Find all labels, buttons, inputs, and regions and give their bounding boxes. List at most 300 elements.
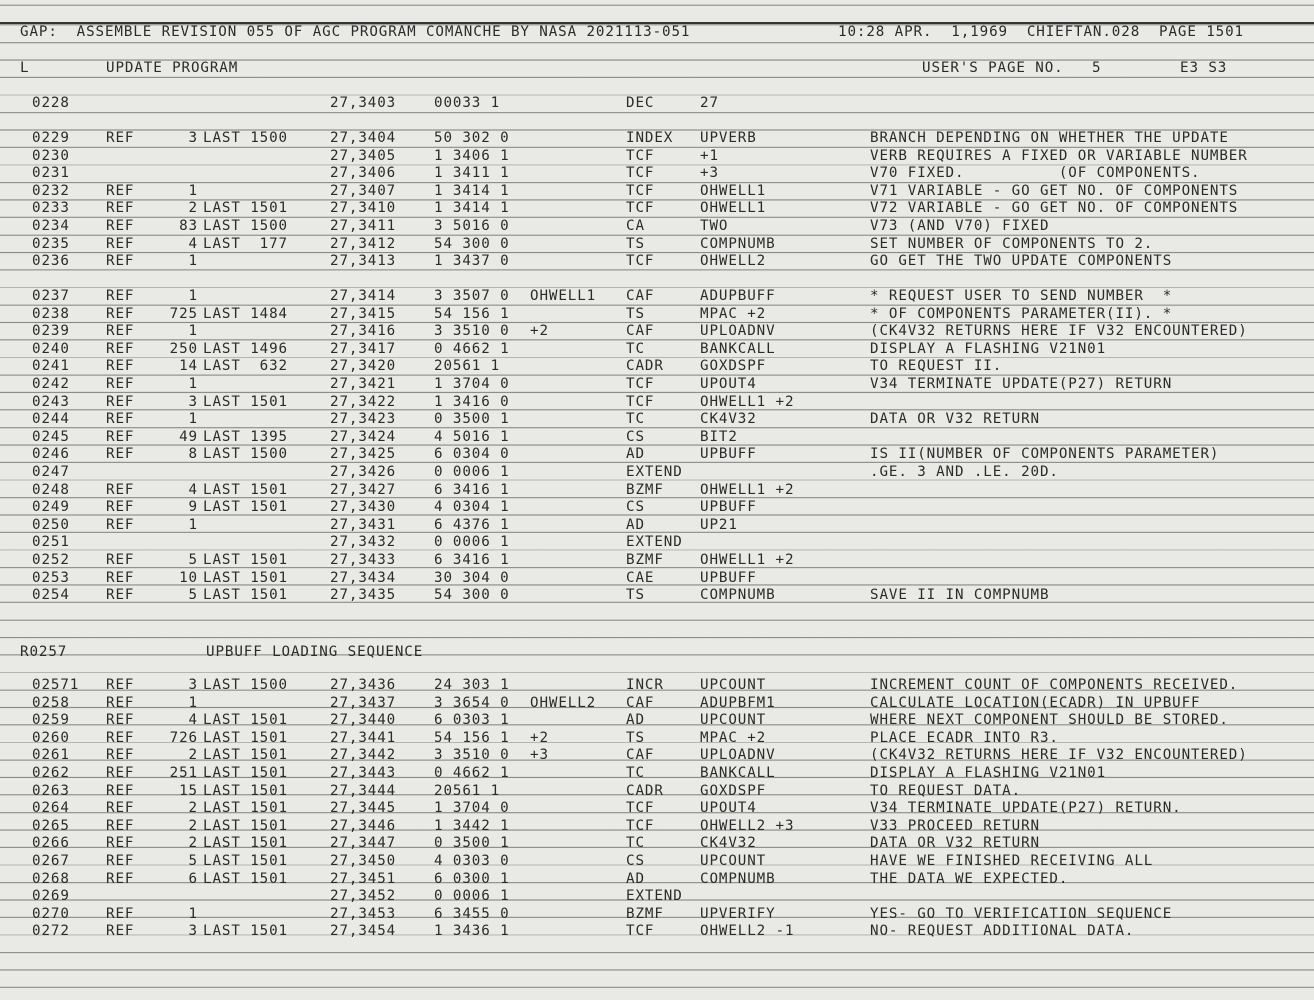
cell-ref-marker: REF	[106, 695, 135, 711]
cell-opcode: TS	[626, 730, 645, 746]
cell-operand: UPOUT4	[700, 800, 757, 816]
cell-address: 27,3446	[330, 818, 397, 834]
cell-octal-code: 6 0300 1	[434, 871, 510, 887]
cell-ref-marker: REF	[106, 552, 135, 568]
cell-last-ref: LAST 1501	[203, 730, 288, 746]
cell-ref-count: 3	[188, 394, 198, 410]
cell-line-number: 0230	[32, 148, 70, 164]
cell-ref-count: 250	[169, 341, 198, 357]
cell-opcode: BZMF	[626, 552, 664, 568]
cell-operand: +3	[700, 165, 719, 181]
cell-line-number: 0258	[32, 695, 70, 711]
cell-line-number: 0261	[32, 747, 70, 763]
cell-operand: OHWELL1	[700, 183, 767, 199]
cell-last-ref: LAST 1501	[203, 835, 288, 851]
cell-octal-code: 1 3414 1	[434, 200, 510, 216]
cell-opcode: CAF	[626, 288, 655, 304]
cell-address: 27,3432	[330, 534, 397, 550]
cell-octal-code: 1 3406 1	[434, 148, 510, 164]
cell-line-number: 0253	[32, 570, 70, 586]
cell-address: 27,3452	[330, 888, 397, 904]
cell-comment: V72 VARIABLE - GO GET NO. OF COMPONENTS	[870, 200, 1239, 216]
cell-operand: UPCOUNT	[700, 677, 767, 693]
cell-address: 27,3412	[330, 236, 397, 252]
cell-opcode: BZMF	[626, 906, 664, 922]
cell-last-ref: LAST 632	[203, 358, 288, 374]
cell-ref-count: 726	[169, 730, 198, 746]
cell-comment: V73 (AND V70) FIXED	[870, 218, 1050, 234]
cell-octal-code: 6 3416 1	[434, 482, 510, 498]
cell-ref-count: 4	[188, 236, 198, 252]
cell-ref-marker: REF	[106, 677, 135, 693]
cell-ref-count: 4	[188, 712, 198, 728]
cell-line-number: 0264	[32, 800, 70, 816]
cell-last-ref: LAST 1501	[203, 394, 288, 410]
cell-address: 27,3403	[330, 95, 397, 111]
cell-octal-code: 1 3416 0	[434, 394, 510, 410]
header-left: GAP: ASSEMBLE REVISION 055 OF AGC PROGRAM COMANCHE BY NASA 2021113-051	[20, 24, 691, 40]
cell-operand: CK4V32	[700, 411, 757, 427]
cell-ref-marker: REF	[106, 358, 135, 374]
cell-comment: WHERE NEXT COMPONENT SHOULD BE STORED.	[870, 712, 1229, 728]
cell-last-ref: LAST 1500	[203, 677, 288, 693]
cell-operand: COMPNUMB	[700, 587, 776, 603]
cell-ref-marker: REF	[106, 517, 135, 533]
cell-octal-code: 30 304 0	[434, 570, 510, 586]
cell-operand: UPLOADNV	[700, 747, 776, 763]
cell-address: 27,3425	[330, 446, 397, 462]
cell-comment: V34 TERMINATE UPDATE(P27) RETURN	[870, 376, 1173, 392]
subheader-mark: L	[20, 60, 30, 76]
cell-ref-count: 9	[188, 499, 198, 515]
cell-operand: COMPNUMB	[700, 871, 776, 887]
cell-last-ref: LAST 1501	[203, 712, 288, 728]
cell-line-number: 0248	[32, 482, 70, 498]
cell-operand: BANKCALL	[700, 341, 776, 357]
cell-operand: UPBUFF	[700, 446, 757, 462]
cell-comment: IS II(NUMBER OF COMPONENTS PARAMETER)	[870, 446, 1220, 462]
cell-operand: OHWELL2 -1	[700, 923, 795, 939]
cell-operand: BIT2	[700, 429, 738, 445]
cell-opcode: AD	[626, 871, 645, 887]
cell-ref-count: 4	[188, 482, 198, 498]
cell-opcode: CAF	[626, 323, 655, 339]
cell-ref-marker: REF	[106, 411, 135, 427]
cell-ref-count: 1	[188, 517, 198, 533]
cell-opcode: TS	[626, 587, 645, 603]
cell-address: 27,3411	[330, 218, 397, 234]
cell-ref-count: 5	[188, 853, 198, 869]
cell-opcode: CADR	[626, 783, 664, 799]
cell-operand: CK4V32	[700, 835, 757, 851]
cell-address: 27,3423	[330, 411, 397, 427]
cell-address: 27,3404	[330, 130, 397, 146]
cell-octal-code: 4 0304 1	[434, 499, 510, 515]
cell-octal-code: 4 5016 1	[434, 429, 510, 445]
cell-address: 27,3430	[330, 499, 397, 515]
cell-octal-code: 0 3500 1	[434, 835, 510, 851]
cell-line-number: 0232	[32, 183, 70, 199]
cell-ref-marker: REF	[106, 818, 135, 834]
cell-ref-marker: REF	[106, 306, 135, 322]
cell-line-number: 0272	[32, 923, 70, 939]
cell-operand: UP21	[700, 517, 738, 533]
cell-ref-marker: REF	[106, 587, 135, 603]
cell-ref-count: 1	[188, 376, 198, 392]
cell-operand: OHWELL1 +2	[700, 482, 795, 498]
cell-comment: HAVE WE FINISHED RECEIVING ALL	[870, 853, 1154, 869]
cell-opcode: CS	[626, 499, 645, 515]
cell-last-ref: LAST 1501	[203, 923, 288, 939]
cell-last-ref: LAST 1501	[203, 587, 288, 603]
cell-octal-code: 3 5016 0	[434, 218, 510, 234]
cell-octal-code: 6 3416 1	[434, 552, 510, 568]
cell-line-number: 0233	[32, 200, 70, 216]
cell-ref-count: 5	[188, 552, 198, 568]
cell-last-ref: LAST 1500	[203, 218, 288, 234]
cell-octal-code: 54 300 0	[434, 236, 510, 252]
cell-ref-count: 2	[188, 200, 198, 216]
cell-octal-code: 0 0006 1	[434, 888, 510, 904]
cell-ref-marker: REF	[106, 570, 135, 586]
cell-opcode: CAF	[626, 747, 655, 763]
cell-address: 27,3451	[330, 871, 397, 887]
cell-ref-marker: REF	[106, 218, 135, 234]
cell-opcode: CS	[626, 429, 645, 445]
cell-ref-count: 83	[179, 218, 198, 234]
cell-ref-count: 49	[179, 429, 198, 445]
cell-last-ref: LAST 1501	[203, 552, 288, 568]
cell-operand: UPBUFF	[700, 570, 757, 586]
cell-ref-count: 1	[188, 695, 198, 711]
cell-line-number: 0238	[32, 306, 70, 322]
section-heading	[20, 644, 424, 661]
cell-operand: UPOUT4	[700, 376, 757, 392]
cell-ref-marker: REF	[106, 288, 135, 304]
cell-comment: TO REQUEST DATA.	[870, 783, 1022, 799]
cell-octal-code: 20561 1	[434, 783, 501, 799]
cell-line-number: 0249	[32, 499, 70, 515]
section-heading-title: UPBUFF LOADING SEQUENCE	[206, 644, 424, 660]
cell-ref-count: 2	[188, 818, 198, 834]
cell-ref-count: 1	[188, 906, 198, 922]
cell-octal-code: 6 3455 0	[434, 906, 510, 922]
cell-line-number: 0260	[32, 730, 70, 746]
cell-octal-code: 24 303 1	[434, 677, 510, 693]
cell-last-ref: LAST 1501	[203, 818, 288, 834]
cell-address: 27,3442	[330, 747, 397, 763]
cell-ref-count: 1	[188, 411, 198, 427]
cell-ref-count: 14	[179, 358, 198, 374]
cell-opcode: TC	[626, 835, 645, 851]
cell-comment: NO- REQUEST ADDITIONAL DATA.	[870, 923, 1135, 939]
cell-address: 27,3447	[330, 835, 397, 851]
cell-ref-marker: REF	[106, 253, 135, 269]
cell-line-number: 0252	[32, 552, 70, 568]
cell-operand: COMPNUMB	[700, 236, 776, 252]
section-heading-line: R0257	[20, 644, 68, 660]
cell-operand: TWO	[700, 218, 729, 234]
cell-opcode: AD	[626, 712, 645, 728]
cell-ref-count: 6	[188, 871, 198, 887]
cell-opcode: DEC	[626, 95, 655, 111]
cell-opcode: INDEX	[626, 130, 674, 146]
cell-line-number: 0265	[32, 818, 70, 834]
cell-last-ref: LAST 1501	[203, 747, 288, 763]
cell-octal-code: 54 156 1	[434, 306, 510, 322]
cell-operand: UPBUFF	[700, 499, 757, 515]
cell-comment: .GE. 3 AND .LE. 20D.	[870, 464, 1059, 480]
cell-operand: 27	[700, 95, 719, 111]
cell-comment: SET NUMBER OF COMPONENTS TO 2.	[870, 236, 1154, 252]
cell-last-ref: LAST 1501	[203, 499, 288, 515]
cell-last-ref: LAST 1501	[203, 570, 288, 586]
cell-ref-count: 2	[188, 800, 198, 816]
cell-address: 27,3454	[330, 923, 397, 939]
cell-ref-marker: REF	[106, 712, 135, 728]
cell-line-number: 0246	[32, 446, 70, 462]
cell-comment: YES- GO TO VERIFICATION SEQUENCE	[870, 906, 1173, 922]
cell-address: 27,3435	[330, 587, 397, 603]
cell-octal-code: 3 3654 0	[434, 695, 510, 711]
cell-ref-count: 3	[188, 130, 198, 146]
cell-ref-count: 5	[188, 587, 198, 603]
cell-line-number: 0241	[32, 358, 70, 374]
cell-line-number: 0250	[32, 517, 70, 533]
cell-operand: GOXDSPF	[700, 358, 767, 374]
cell-line-number: 0270	[32, 906, 70, 922]
cell-opcode: CAE	[626, 570, 655, 586]
cell-comment: V71 VARIABLE - GO GET NO. OF COMPONENTS	[870, 183, 1239, 199]
cell-opcode: TCF	[626, 376, 655, 392]
cell-operand: ADUPBFM1	[700, 695, 776, 711]
cell-operand: OHWELL1 +2	[700, 552, 795, 568]
cell-address: 27,3414	[330, 288, 397, 304]
cell-line-number: 0251	[32, 534, 70, 550]
subheader-line	[20, 60, 1228, 77]
cell-ref-marker: REF	[106, 200, 135, 216]
cell-opcode: TS	[626, 236, 645, 252]
cell-opcode: EXTEND	[626, 888, 683, 904]
cell-line-number: 0235	[32, 236, 70, 252]
cell-ref-count: 1	[188, 183, 198, 199]
cell-line-number: 0228	[32, 95, 70, 111]
cell-opcode: TCF	[626, 818, 655, 834]
cell-comment: * OF COMPONENTS PARAMETER(II). *	[870, 306, 1173, 322]
cell-address: 27,3453	[330, 906, 397, 922]
cell-octal-code: 3 3507 0	[434, 288, 510, 304]
cell-last-ref: LAST 1501	[203, 871, 288, 887]
cell-octal-code: 6 0304 0	[434, 446, 510, 462]
cell-address: 27,3440	[330, 712, 397, 728]
cell-line-number: 0240	[32, 341, 70, 357]
cell-operand: UPCOUNT	[700, 853, 767, 869]
cell-comment: DATA OR V32 RETURN	[870, 411, 1040, 427]
cell-comment: DISPLAY A FLASHING V21N01	[870, 765, 1107, 781]
header-right: 10:28 APR. 1,1969 CHIEFTAN.028 PAGE 1501	[838, 24, 1244, 40]
cell-line-number: 0263	[32, 783, 70, 799]
cell-opcode: TCF	[626, 165, 655, 181]
cell-comment: TO REQUEST II.	[870, 358, 1003, 374]
cell-operand: +1	[700, 148, 719, 164]
cell-comment: DATA OR V32 RETURN	[870, 835, 1040, 851]
cell-last-ref: LAST 1500	[203, 446, 288, 462]
cell-comment: THE DATA WE EXPECTED.	[870, 871, 1069, 887]
cell-octal-code: 1 3414 1	[434, 183, 510, 199]
cell-last-ref: LAST 1501	[203, 765, 288, 781]
cell-address: 27,3416	[330, 323, 397, 339]
cell-address: 27,3443	[330, 765, 397, 781]
cell-opcode: EXTEND	[626, 464, 683, 480]
cell-operand: BANKCALL	[700, 765, 776, 781]
cell-octal-code: 50 302 0	[434, 130, 510, 146]
users-page-number: USER'S PAGE NO. 5	[922, 60, 1102, 76]
cell-operand: ADUPBUFF	[700, 288, 776, 304]
cell-line-number: 02571	[32, 677, 80, 693]
cell-label: +2	[530, 730, 549, 746]
cell-comment: PLACE ECADR INTO R3.	[870, 730, 1059, 746]
subheader-title: UPDATE PROGRAM	[106, 60, 239, 76]
cell-line-number: 0262	[32, 765, 70, 781]
cell-line-number: 0268	[32, 871, 70, 887]
cell-ref-marker: REF	[106, 765, 135, 781]
cell-comment: VERB REQUIRES A FIXED OR VARIABLE NUMBER	[870, 148, 1248, 164]
cell-ref-count: 10	[179, 570, 198, 586]
cell-octal-code: 0 4662 1	[434, 341, 510, 357]
cell-opcode: TCF	[626, 200, 655, 216]
cell-ref-marker: REF	[106, 923, 135, 939]
cell-ref-count: 251	[169, 765, 198, 781]
cell-octal-code: 0 0006 1	[434, 534, 510, 550]
cell-ref-marker: REF	[106, 394, 135, 410]
cell-operand: OHWELL2 +3	[700, 818, 795, 834]
cell-address: 27,3413	[330, 253, 397, 269]
cell-operand: OHWELL2	[700, 253, 767, 269]
cell-ref-count: 2	[188, 835, 198, 851]
cell-ref-marker: REF	[106, 730, 135, 746]
cell-comment: BRANCH DEPENDING ON WHETHER THE UPDATE	[870, 130, 1229, 146]
cell-ref-count: 1	[188, 288, 198, 304]
cell-ref-count: 3	[188, 677, 198, 693]
cell-operand: MPAC +2	[700, 730, 767, 746]
cell-opcode: TCF	[626, 394, 655, 410]
cell-label: +3	[530, 747, 549, 763]
cell-operand: MPAC +2	[700, 306, 767, 322]
cell-comment: SAVE II IN COMPNUMB	[870, 587, 1050, 603]
cell-line-number: 0245	[32, 429, 70, 445]
cell-octal-code: 1 3436 1	[434, 923, 510, 939]
cell-ref-count: 725	[169, 306, 198, 322]
cell-address: 27,3434	[330, 570, 397, 586]
cell-octal-code: 54 156 1	[434, 730, 510, 746]
cell-ref-marker: REF	[106, 429, 135, 445]
cell-opcode: CADR	[626, 358, 664, 374]
cell-ref-marker: REF	[106, 183, 135, 199]
cell-opcode: EXTEND	[626, 534, 683, 550]
cell-octal-code: 6 4376 1	[434, 517, 510, 533]
cell-label: OHWELL1	[530, 288, 597, 304]
cell-operand: UPVERIFY	[700, 906, 776, 922]
cell-opcode: CA	[626, 218, 645, 234]
cell-octal-code: 1 3704 0	[434, 800, 510, 816]
cell-octal-code: 4 0303 0	[434, 853, 510, 869]
cell-address: 27,3426	[330, 464, 397, 480]
cell-octal-code: 6 0303 1	[434, 712, 510, 728]
cell-operand: UPVERB	[700, 130, 757, 146]
cell-address: 27,3424	[330, 429, 397, 445]
cell-opcode: CS	[626, 853, 645, 869]
cell-comment: INCREMENT COUNT OF COMPONENTS RECEIVED.	[870, 677, 1239, 693]
cell-ref-marker: REF	[106, 482, 135, 498]
cell-octal-code: 1 3411 1	[434, 165, 510, 181]
cell-octal-code: 3 3510 0	[434, 747, 510, 763]
cell-address: 27,3433	[330, 552, 397, 568]
cell-octal-code: 0 0006 1	[434, 464, 510, 480]
cell-line-number: 0267	[32, 853, 70, 869]
cell-operand: UPLOADNV	[700, 323, 776, 339]
cell-ref-marker: REF	[106, 446, 135, 462]
cell-opcode: BZMF	[626, 482, 664, 498]
cell-operand: OHWELL1	[700, 200, 767, 216]
cell-ref-marker: REF	[106, 341, 135, 357]
cell-ref-count: 2	[188, 747, 198, 763]
cell-octal-code: 54 300 0	[434, 587, 510, 603]
cell-ref-marker: REF	[106, 906, 135, 922]
cell-address: 27,3420	[330, 358, 397, 374]
cell-address: 27,3437	[330, 695, 397, 711]
cell-octal-code: 1 3442 1	[434, 818, 510, 834]
cell-last-ref: LAST 1501	[203, 853, 288, 869]
cell-address: 27,3405	[330, 148, 397, 164]
cell-address: 27,3407	[330, 183, 397, 199]
cell-ref-marker: REF	[106, 747, 135, 763]
cell-address: 27,3410	[330, 200, 397, 216]
cell-comment: V34 TERMINATE UPDATE(P27) RETURN.	[870, 800, 1182, 816]
cell-comment: (CK4V32 RETURNS HERE IF V32 ENCOUNTERED)	[870, 323, 1248, 339]
cell-address: 27,3444	[330, 783, 397, 799]
cell-octal-code: 3 3510 0	[434, 323, 510, 339]
cell-opcode: TCF	[626, 800, 655, 816]
cell-opcode: CAF	[626, 695, 655, 711]
cell-ref-marker: REF	[106, 323, 135, 339]
cell-opcode: TCF	[626, 183, 655, 199]
cell-opcode: TCF	[626, 148, 655, 164]
cell-ref-count: 1	[188, 323, 198, 339]
cell-octal-code: 00033 1	[434, 95, 501, 111]
cell-address: 27,3427	[330, 482, 397, 498]
cell-address: 27,3441	[330, 730, 397, 746]
cell-last-ref: LAST 1501	[203, 800, 288, 816]
cell-line-number: 0259	[32, 712, 70, 728]
cell-line-number: 0229	[32, 130, 70, 146]
cell-last-ref: LAST 1501	[203, 783, 288, 799]
cell-comment: DISPLAY A FLASHING V21N01	[870, 341, 1107, 357]
cell-opcode: AD	[626, 446, 645, 462]
cell-comment: * REQUEST USER TO SEND NUMBER *	[870, 288, 1173, 304]
cell-ref-count: 3	[188, 923, 198, 939]
cell-line-number: 0242	[32, 376, 70, 392]
cell-line-number: 0254	[32, 587, 70, 603]
cell-label: OHWELL2	[530, 695, 597, 711]
cell-line-number: 0237	[32, 288, 70, 304]
cell-ref-marker: REF	[106, 499, 135, 515]
cell-last-ref: LAST 1496	[203, 341, 288, 357]
cell-last-ref: LAST 1501	[203, 482, 288, 498]
cell-address: 27,3431	[330, 517, 397, 533]
cell-address: 27,3450	[330, 853, 397, 869]
cell-opcode: TS	[626, 306, 645, 322]
cell-line-number: 0244	[32, 411, 70, 427]
